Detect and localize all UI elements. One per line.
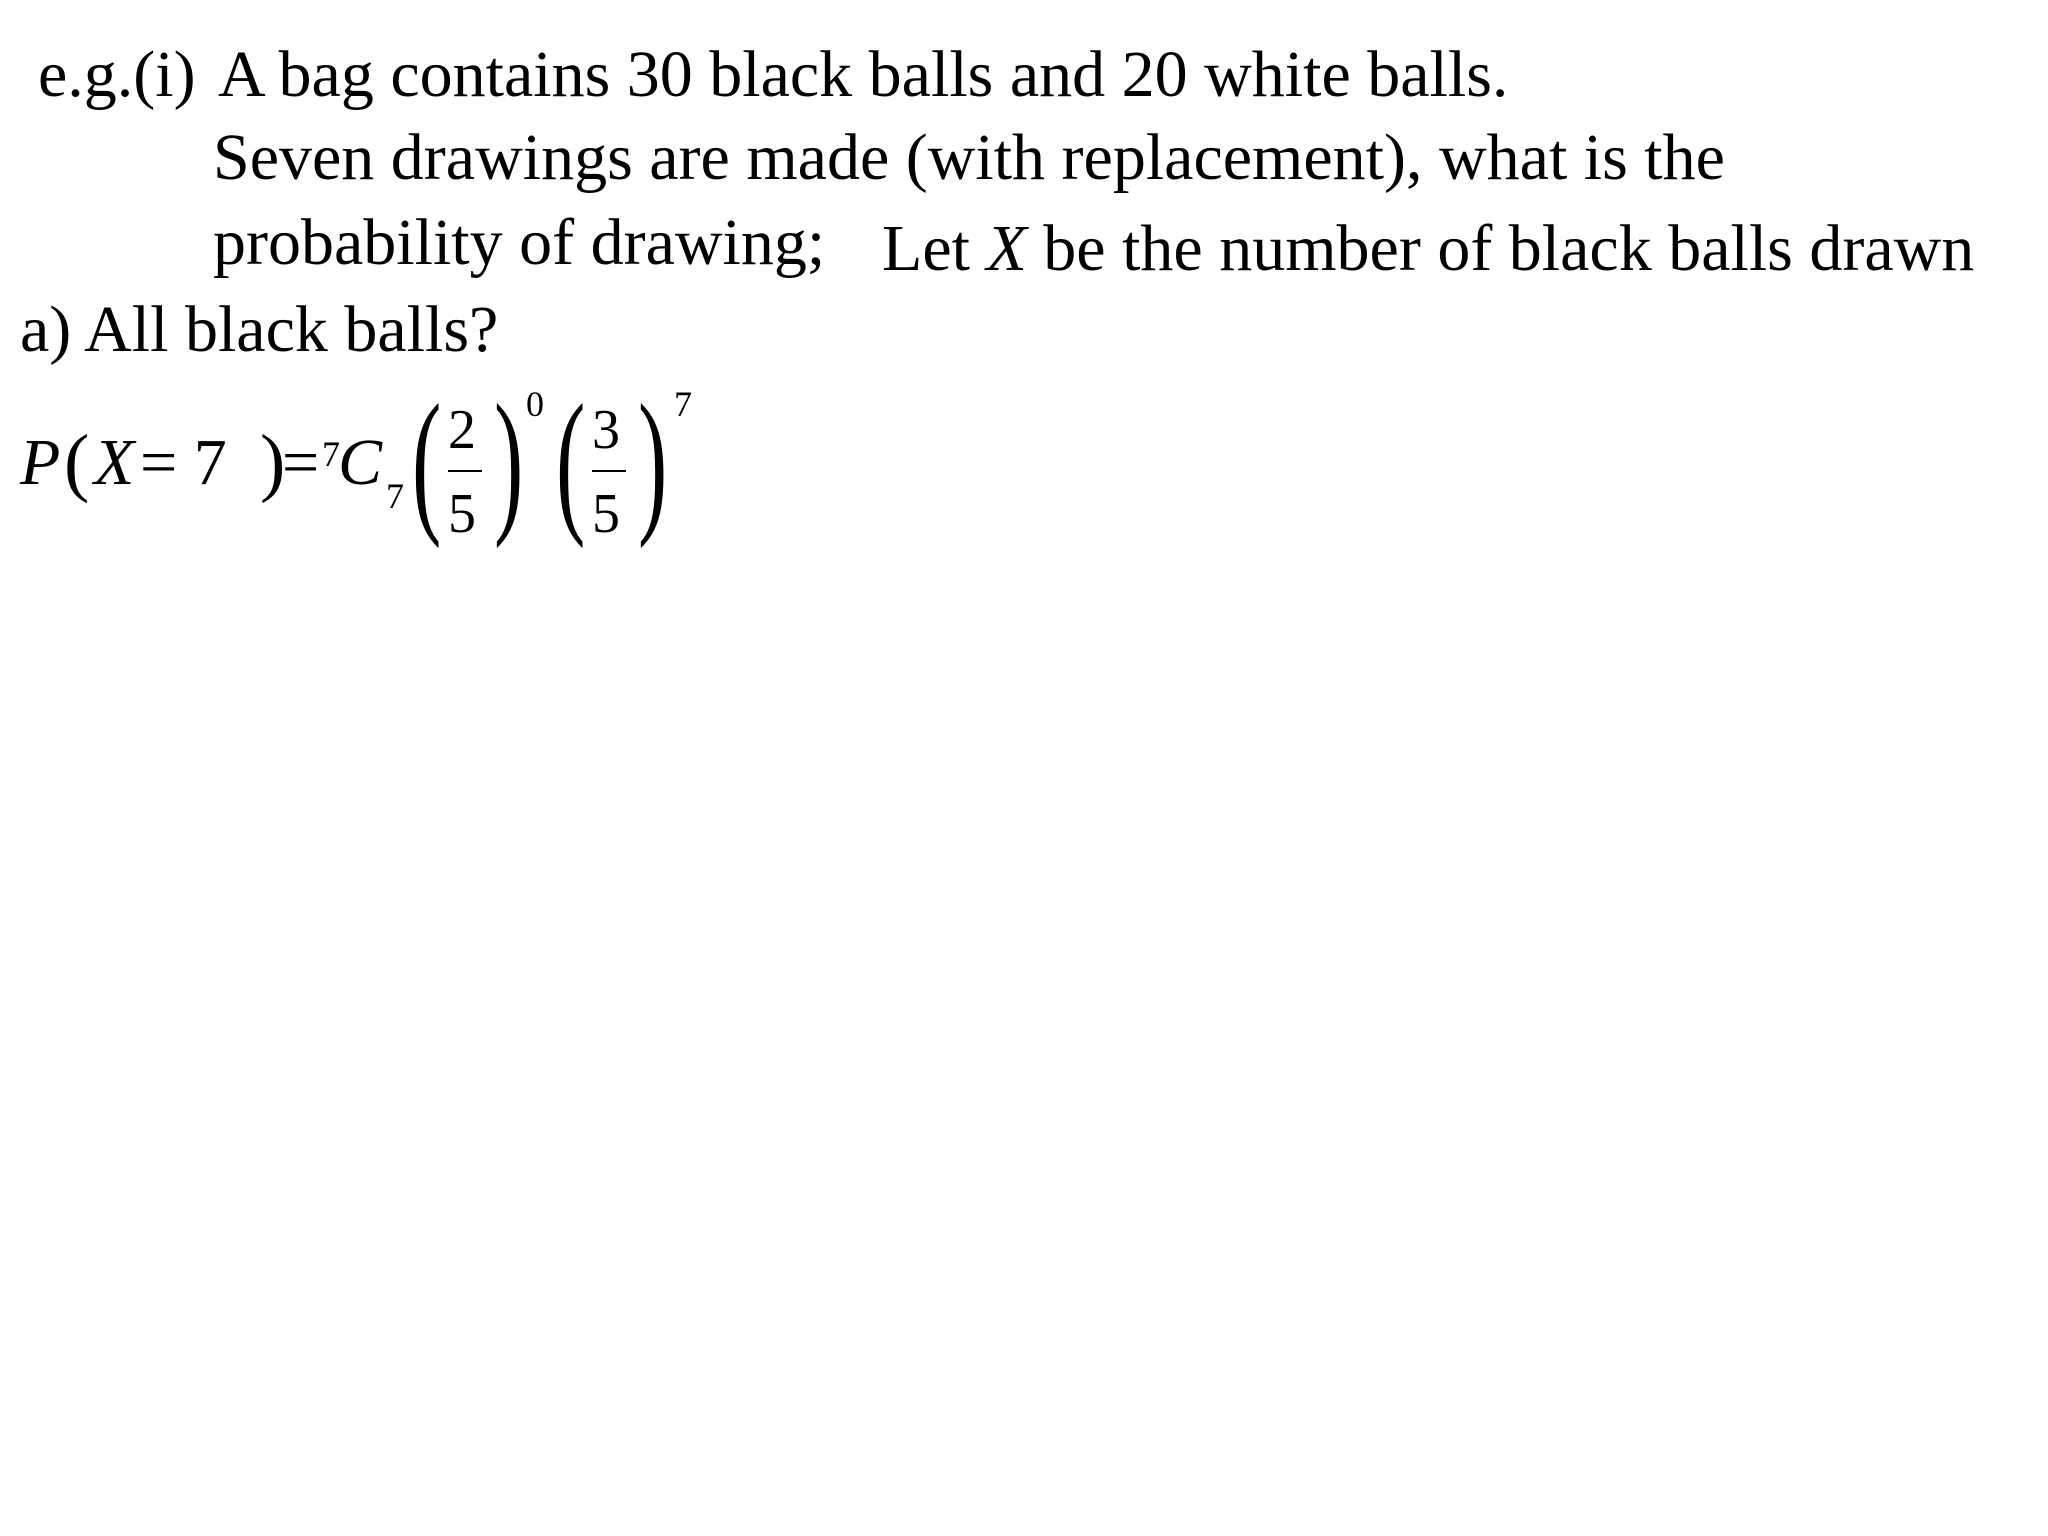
problem-line-2: Seven drawings are made (with replacement), what is the [213, 121, 1725, 194]
formula-var-x: X [94, 426, 135, 499]
variable-x: X [986, 212, 1027, 285]
part-a-question: a) All black balls? [20, 293, 499, 366]
problem-line-1: A bag contains 30 black balls and 20 white balls. [218, 38, 1509, 111]
fraction2-denominator: 5 [592, 483, 620, 545]
fraction1-open-paren: ( [412, 371, 442, 549]
fraction2-exponent: 7 [674, 384, 692, 424]
let-description: be the number of black balls drawn [1026, 212, 1975, 285]
fraction2-numerator: 3 [592, 399, 620, 461]
formula-equals-seven: = 7 [140, 426, 227, 499]
fraction1-bar [448, 470, 482, 472]
formula-open-paren: ( [64, 420, 90, 504]
combination-superscript: 7 [322, 434, 340, 474]
let-text: Let [882, 212, 987, 285]
fraction1-denominator: 5 [448, 483, 476, 545]
fraction2-bar [592, 470, 626, 472]
problem-line-3: probability of drawing; [213, 206, 826, 279]
fraction1-numerator: 2 [448, 399, 476, 461]
example-label: e.g.(i) [38, 38, 196, 111]
formula-equals: = [282, 426, 320, 499]
formula-p: P [20, 426, 61, 499]
probability-formula [20, 371, 692, 570]
random-variable-definition [882, 212, 1975, 285]
fraction1-close-paren: ) [494, 371, 524, 549]
combination-subscript: 7 [386, 476, 404, 516]
fraction2-open-paren: ( [556, 371, 586, 549]
fraction2-close-paren: ) [638, 371, 668, 549]
combination-c: C [338, 426, 383, 499]
formula-close-paren: ) [260, 420, 286, 504]
fraction1-exponent: 0 [526, 384, 544, 424]
